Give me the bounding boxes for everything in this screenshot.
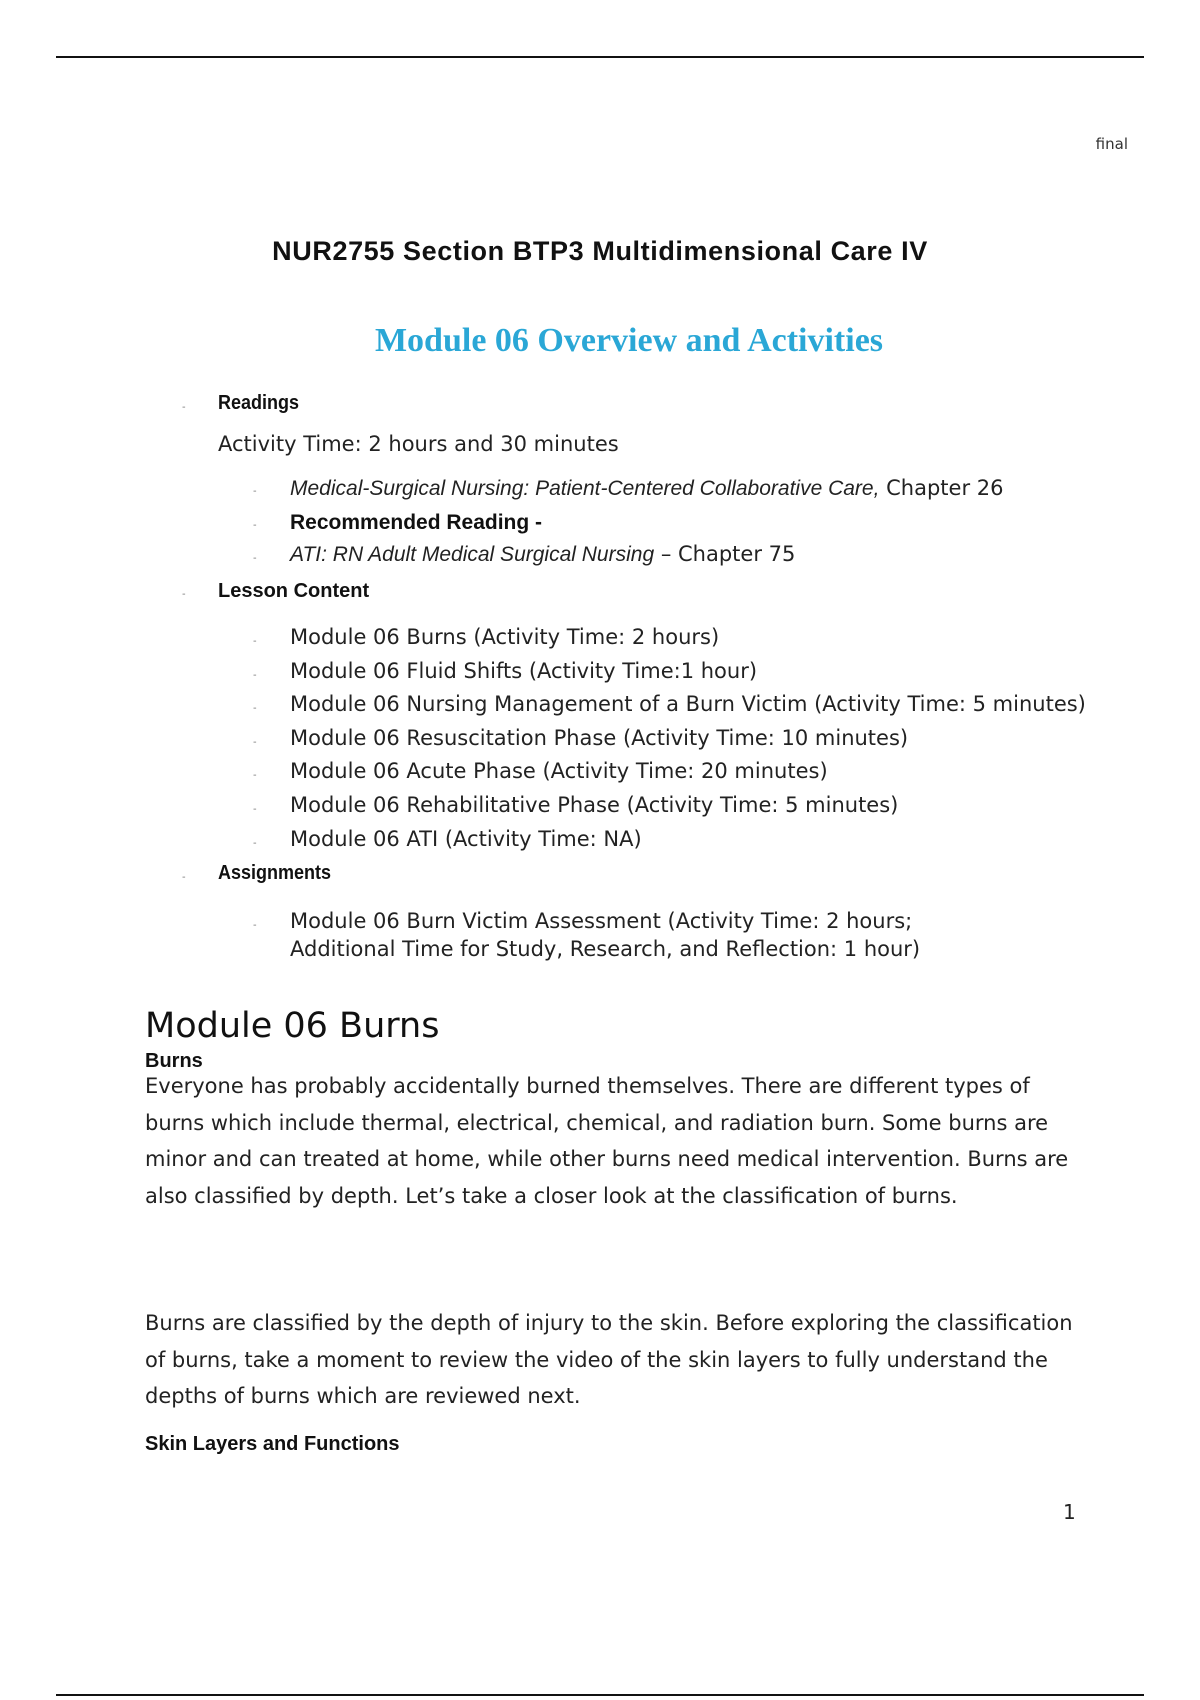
lesson-item: Module 06 Fluid Shifts (Activity Time:1 hour): [290, 659, 758, 683]
course-title: NUR2755 Section BTP3 Multidimensional Care IV: [272, 236, 928, 266]
page-number: 1: [1063, 1500, 1076, 1524]
bullet-icon: -: [253, 553, 257, 564]
skin-layers-heading: Skin Layers and Functions: [145, 1433, 400, 1455]
bullet-icon: -: [253, 486, 257, 497]
bottom-rule: [56, 1694, 1144, 1696]
bullet-icon: -: [253, 520, 257, 531]
bullet-icon: -: [253, 703, 257, 714]
reading-title: ATI: RN Adult Medical Surgical Nursing: [290, 543, 655, 566]
bullet-icon: -: [253, 737, 257, 748]
lesson-item: Module 06 Rehabilitative Phase (Activity Time: 5 minutes): [290, 793, 899, 817]
reading-item: [290, 542, 795, 567]
lesson-item: Module 06 Acute Phase (Activity Time: 20 minutes): [290, 759, 828, 783]
lesson-item: Module 06 Resuscitation Phase (Activity Time: 10 minutes): [290, 726, 909, 750]
reading-title: Medical-Surgical Nursing: Patient-Centered Collaborative Care,: [290, 477, 880, 500]
lesson-item: Module 06 Nursing Management of a Burn Victim (Activity Time: 5 minutes): [290, 692, 1086, 716]
header-label: final: [1095, 135, 1128, 153]
bullet-icon: -: [253, 920, 257, 931]
bullet-icon: -: [253, 670, 257, 681]
recommended-reading-label: Recommended Reading -: [290, 511, 543, 534]
burns-paragraph-1: Everyone has probably accidentally burned themselves. There are different types of burns which include thermal, electrical, chemical, and radiation burn. Some burns are minor and can treated at home, while other burns need medical intervention. Burns are also classified by depth. Let’s take a closer look at the classification of burns.: [145, 1074, 1069, 1208]
reading-chapter: Chapter 26: [879, 476, 1004, 500]
bullet-icon: -: [182, 402, 186, 413]
burns-paragraph-2: Burns are classified by the depth of injury to the skin. Before exploring the classification of burns, take a moment to review the video of the skin layers to fully understand the depths of burns which are reviewed next.: [145, 1311, 1073, 1408]
lesson-item: Module 06 ATI (Activity Time: NA): [290, 827, 642, 851]
assignment-item-line: Additional Time for Study, Research, and Reflection: 1 hour): [290, 937, 921, 961]
reading-chapter: – Chapter 75: [654, 542, 796, 566]
readings-activity-time: Activity Time: 2 hours and 30 minutes: [218, 432, 619, 456]
bullet-icon: -: [253, 770, 257, 781]
burns-section-title: Module 06 Burns: [145, 1006, 440, 1046]
burns-subtitle: Burns: [145, 1050, 203, 1072]
lesson-content-heading: Lesson Content: [218, 580, 370, 602]
bullet-icon: -: [182, 872, 186, 883]
reading-item: [290, 476, 1003, 501]
module-title: Module 06 Overview and Activities: [374, 322, 884, 359]
lesson-item: Module 06 Burns (Activity Time: 2 hours): [290, 625, 720, 649]
bullet-icon: -: [253, 804, 257, 815]
assignments-heading: Assignments: [218, 862, 332, 884]
recommended-reading-item: [290, 510, 542, 535]
bullet-icon: -: [253, 838, 257, 849]
top-rule: [56, 56, 1144, 58]
bullet-icon: -: [182, 589, 186, 600]
readings-heading: Readings: [218, 392, 300, 414]
bullet-icon: -: [253, 636, 257, 647]
assignment-item-line: Module 06 Burn Victim Assessment (Activity Time: 2 hours;: [290, 909, 913, 933]
